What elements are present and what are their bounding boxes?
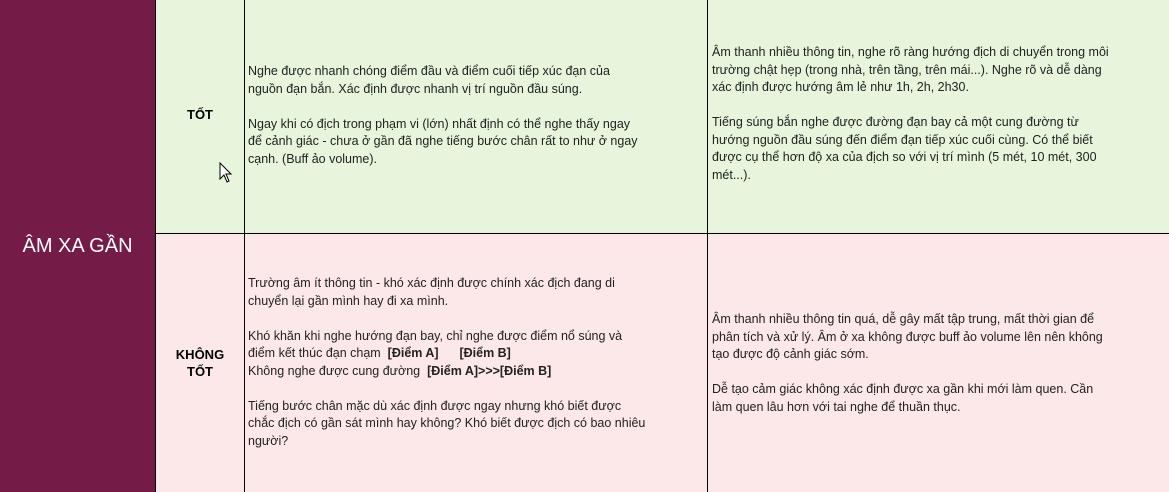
point-a-label: [Điểm A]	[387, 346, 439, 360]
row-bad	[156, 234, 1169, 492]
text-line: cạnh. (Buff ảo volume).	[248, 151, 378, 166]
text-line: được cụ thể hơn độ xa của địch so với vị trí mình (5 mét, 10 mét, 300	[712, 150, 1097, 164]
cell-good-far[interactable]	[712, 44, 1169, 184]
category-cell[interactable]	[0, 0, 155, 492]
text-line: tạo được độ cảnh giác sớm.	[712, 347, 869, 361]
text-line-with-path	[248, 363, 706, 381]
text-line: Tiếng bước chân mặc dù xác định được ngay nhưng khó biết được	[248, 398, 622, 413]
text-line: nguồn đạn bắn. Xác định được nhanh vị trí nguồn đầu súng.	[248, 81, 583, 96]
column-divider	[244, 0, 245, 492]
text-line: xác định được hướng âm lẻ như 1h, 2h, 2h30.	[712, 80, 969, 94]
mouse-cursor-icon	[219, 162, 233, 184]
row-label-good[interactable]: TỐT	[187, 107, 213, 122]
text-line: để cảnh giác - chưa ở gần đã nghe tiếng bước chân rất to như ở ngay	[248, 134, 638, 148]
row-label-line: TỐT	[187, 364, 213, 379]
row-good	[156, 0, 1169, 233]
text-line: Nghe được nhanh chóng điểm đầu và điểm cuối tiếp xúc đạn của	[248, 64, 610, 78]
path-ab-label: [Điểm A]>>>[Điểm B]	[427, 363, 552, 378]
text-line: hướng nguồn đầu súng đến điểm đạn tiếp xúc cuối cùng. Có thể biết	[712, 132, 1093, 147]
text-line: Ngay khi có địch trong phạm vi (lớn) nhất định có thể nghe thấy ngay	[248, 116, 631, 131]
cell-good-near[interactable]	[248, 63, 703, 168]
row-divider	[156, 233, 1169, 234]
text-line: Tiếng súng bắn nghe được đường đạn bay cả một cung đường từ	[712, 115, 1079, 129]
text-line: người?	[248, 433, 289, 448]
text-line: Dễ tạo cảm giác không xác định được xa gần khi mới làm quen. Cần	[712, 382, 1094, 396]
text-line: chắc địch có gần sát mình hay không? Khó biết được địch có bao nhiêu	[248, 416, 646, 430]
text-line: Khó khăn khi nghe hướng đạn bay, chỉ nghe được điểm nổ súng và	[248, 328, 623, 343]
column-divider	[707, 0, 708, 492]
text-fragment: Không nghe được cung đường	[248, 363, 421, 378]
cell-bad-far[interactable]	[712, 311, 1169, 416]
cell-bad-near[interactable]	[248, 275, 706, 450]
text-line: chuyển lại gần mình hay đi xa mình.	[248, 293, 449, 308]
text-line: Âm thanh nhiều thông tin quá, dễ gây mất tập trung, mất thời gian để	[712, 312, 1095, 326]
category-label: ÂM XA GẦN	[22, 234, 133, 257]
text-line: trường chật hẹp (trong nhà, trên tầng, trên mái...). Nghe rõ và dễ dàng	[712, 62, 1102, 77]
point-b-label: [Điểm B]	[459, 346, 511, 360]
text-line: làm quen lâu hơn với tai nghe để thuần thục.	[712, 399, 961, 414]
text-line: phân tích và xử lý. Âm ở xa không được buff ảo volume lên nên không	[712, 329, 1103, 344]
text-line: mét...).	[712, 167, 751, 182]
text-fragment: điểm kết thúc đạn chạm	[248, 346, 381, 360]
text-line-with-points	[248, 345, 706, 363]
text-line: Âm thanh nhiều thông tin, nghe rõ ràng hướng địch di chuyển trong môi	[712, 45, 1109, 59]
text-line: Trường âm ít thông tin - khó xác định được chính xác địch đang di	[248, 276, 615, 290]
row-label-bad[interactable]	[156, 346, 244, 380]
row-label-line: KHÔNG	[175, 347, 225, 362]
